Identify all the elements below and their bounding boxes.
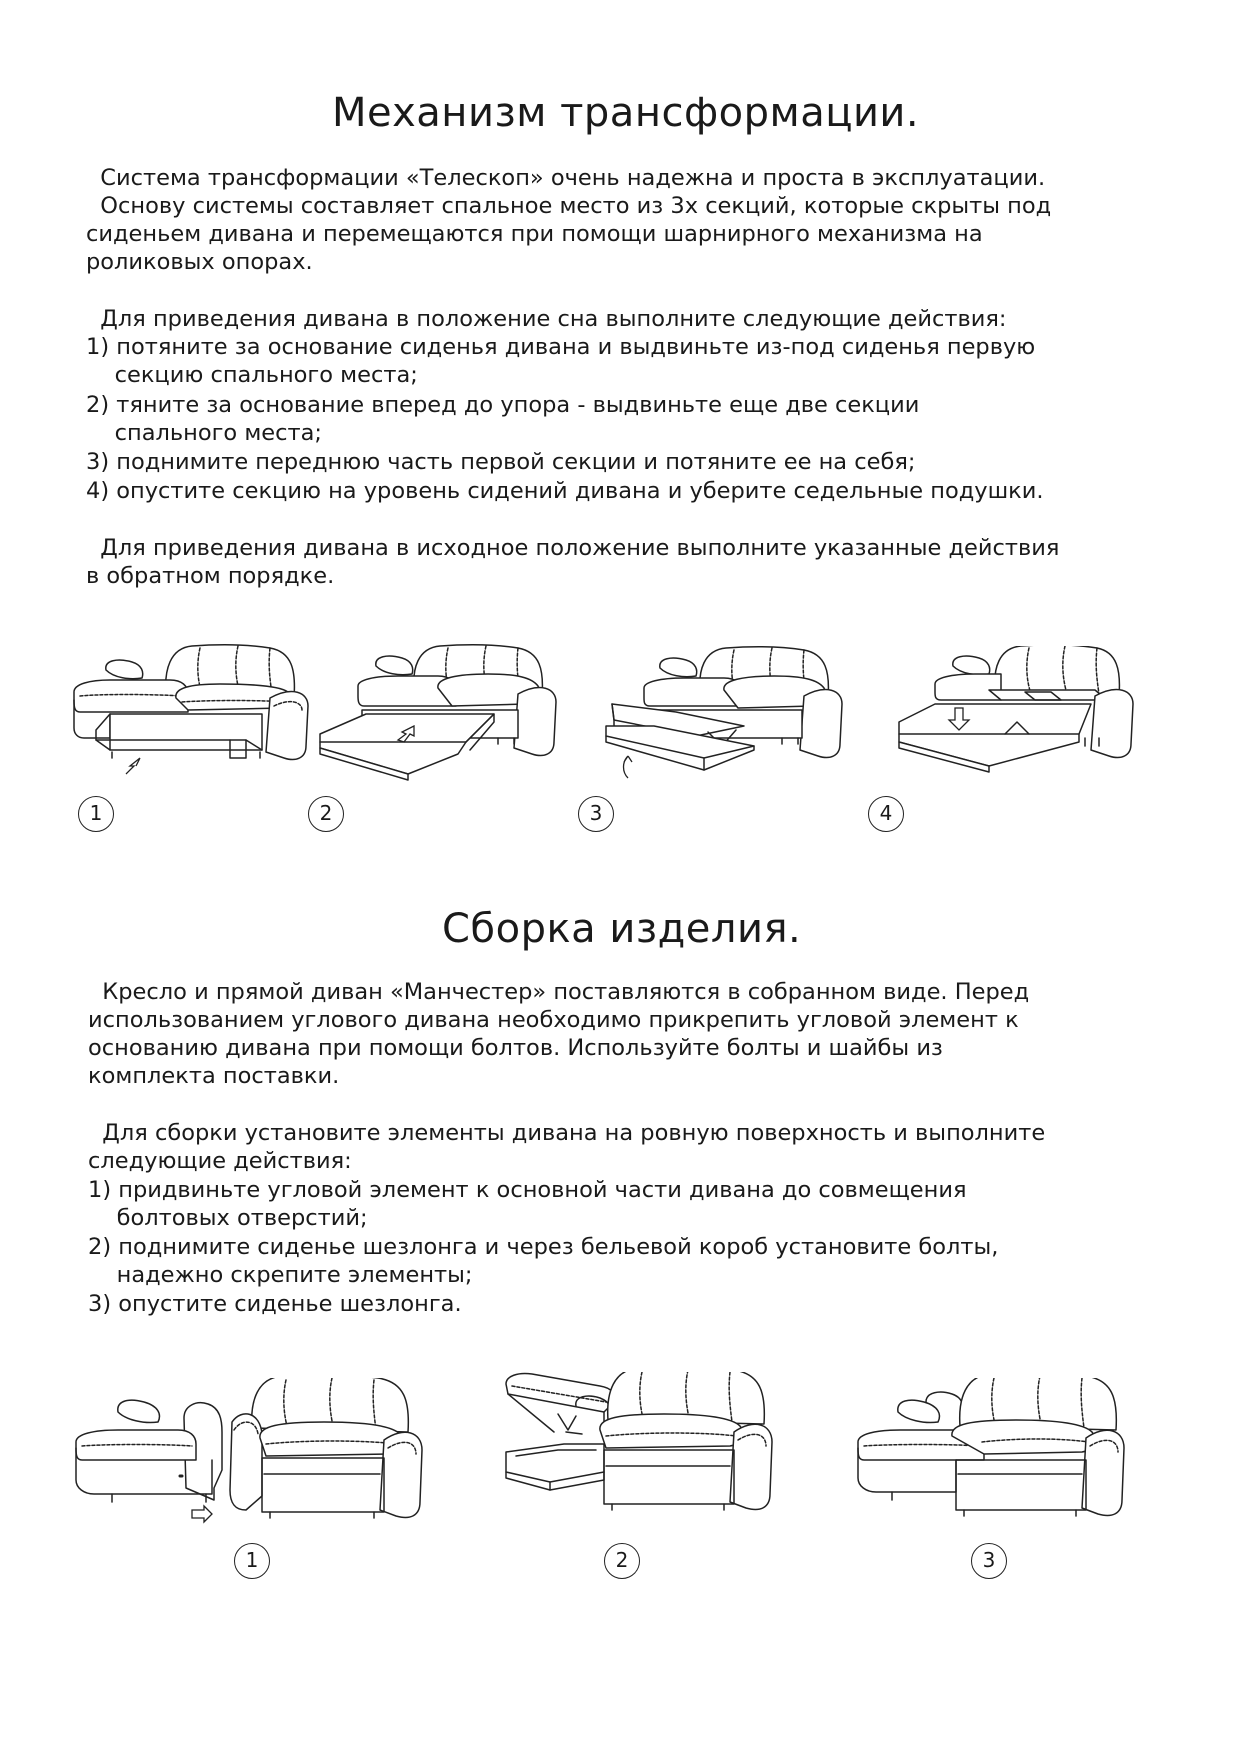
assembly-figure-number-1: 1 [234, 1543, 270, 1579]
section-title-assembly: Сборка изделия. [442, 906, 802, 952]
assembly-intro-line-2: использованием углового дивана необходимо прикрепить угловой элемент к [88, 1007, 1019, 1033]
assembly-intro-line-3: основанию дивана при помощи болтов. Используйте болты и шайбы из [88, 1035, 943, 1061]
assembly-figure-number-2: 2 [604, 1543, 640, 1579]
assembly-diagram-3 [856, 1378, 1241, 1548]
assembly-intro-line-1: Кресло и прямой диван «Манчестер» поставляются в собранном виде. Перед [88, 979, 1030, 1005]
step-line-4: спального места; [86, 420, 322, 446]
assembly-step-line-3: 2) поднимите сиденье шезлонга и через бельевой короб установите болты, [88, 1234, 999, 1260]
step-line-2: секцию спального места; [86, 362, 418, 388]
assembly-diagram-1 [74, 1378, 474, 1548]
intro-line-3: сиденьем дивана и перемещаются при помощи шарнирного механизма на [86, 221, 983, 247]
assembly-figure-number-3: 3 [971, 1543, 1007, 1579]
figure-number-2: 2 [308, 796, 344, 832]
diagram-step-2-sofa [318, 642, 558, 782]
steps-lead: Для приведения дивана в положение сна выполните следующие действия: [86, 306, 1007, 332]
diagram-step-1-sofa [70, 640, 310, 780]
figure-number-4: 4 [868, 796, 904, 832]
step-line-6: 4) опустите секцию на уровень сидений дивана и уберите седельные подушки. [86, 478, 1044, 504]
figure-number-3: 3 [578, 796, 614, 832]
assembly-step-line-1: 1) придвиньте угловой элемент к основной части дивана до совмещения [88, 1177, 967, 1203]
assembly-lead-line-1: Для сборки установите элементы дивана на ровную поверхность и выполните [88, 1120, 1046, 1146]
section-title-transformation: Механизм трансформации. [332, 90, 920, 136]
assembly-diagram-2 [504, 1372, 904, 1542]
step-line-1: 1) потяните за основание сиденья дивана и выдвиньте из-под сиденья первую [86, 334, 1036, 360]
assembly-lead-line-2: следующие действия: [88, 1148, 352, 1174]
assembly-step-line-2: болтовых отверстий; [88, 1205, 368, 1231]
diagram-step-3-sofa [604, 646, 844, 786]
step-line-5: 3) поднимите переднюю часть первой секции и потяните ее на себя; [86, 449, 916, 475]
reverse-line-1: Для приведения дивана в исходное положение выполните указанные действия [86, 535, 1060, 561]
intro-line-4: роликовых опорах. [86, 249, 313, 275]
assembly-step-line-5: 3) опустите сиденье шезлонга. [88, 1291, 462, 1317]
step-line-3: 2) тяните за основание вперед до упора - выдвиньте еще две секции [86, 392, 920, 418]
assembly-step-line-4: надежно скрепите элементы; [88, 1262, 473, 1288]
intro-line-1: Система трансформации «Телескоп» очень надежна и проста в эксплуатации. [86, 165, 1046, 191]
diagram-step-4-sofa [895, 646, 1135, 786]
assembly-intro-line-4: комплекта поставки. [88, 1063, 340, 1089]
intro-line-2: Основу системы составляет спальное место из 3х секций, которые скрыты под [86, 193, 1052, 219]
reverse-line-2: в обратном порядке. [86, 563, 335, 589]
figure-number-1: 1 [78, 796, 114, 832]
